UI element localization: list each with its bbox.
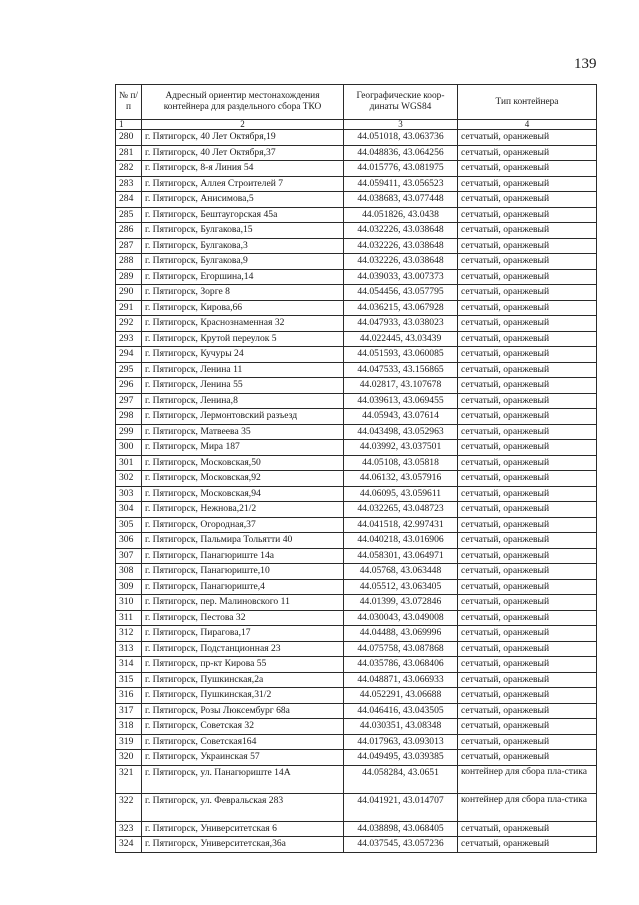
row-container-type: сетчатый, оранжевый — [458, 362, 597, 378]
row-container-type: сетчатый, оранжевый — [458, 300, 597, 316]
row-number: 281 — [116, 145, 142, 161]
row-address: г. Пятигорск, пр-кт Кирова 55 — [142, 657, 344, 673]
row-coordinates: 44.032226, 43.038648 — [344, 238, 458, 254]
row-address: г. Пятигорск, Розы Люксембург 68а — [142, 703, 344, 719]
table-row — [116, 362, 597, 378]
row-address: г. Пятигорск, Нежнова,21/2 — [142, 502, 344, 518]
row-number: 301 — [116, 455, 142, 471]
row-address: г. Пятигорск, Университетская,36а — [142, 837, 344, 853]
row-container-type: сетчатый, оранжевый — [458, 821, 597, 837]
row-number: 287 — [116, 238, 142, 254]
table-row — [116, 793, 597, 821]
row-address: г. Пятигорск, Советская 32 — [142, 719, 344, 735]
row-address: г. Пятигорск, Университетская 6 — [142, 821, 344, 837]
table-row — [116, 719, 597, 735]
row-number: 319 — [116, 734, 142, 750]
column-number: 3 — [344, 120, 458, 130]
table-row — [116, 285, 597, 301]
row-number: 316 — [116, 688, 142, 704]
row-container-type: сетчатый, оранжевый — [458, 657, 597, 673]
row-number: 285 — [116, 207, 142, 223]
table-row — [116, 161, 597, 177]
table-body — [116, 120, 597, 853]
table-row — [116, 471, 597, 487]
row-container-type: сетчатый, оранжевый — [458, 750, 597, 766]
table-row — [116, 837, 597, 853]
row-container-type: сетчатый, оранжевый — [458, 703, 597, 719]
row-address: г. Пятигорск, Кирова,66 — [142, 300, 344, 316]
row-container-type: сетчатый, оранжевый — [458, 486, 597, 502]
row-number: 306 — [116, 533, 142, 549]
row-coordinates: 44.041518, 42.997431 — [344, 517, 458, 533]
row-coordinates: 44.039613, 43.069455 — [344, 393, 458, 409]
row-container-type: сетчатый, оранжевый — [458, 130, 597, 146]
table-row — [116, 176, 597, 192]
row-address: г. Пятигорск, Кучуры 24 — [142, 347, 344, 363]
table-row — [116, 455, 597, 471]
row-address: г. Пятигорск, Московская,94 — [142, 486, 344, 502]
column-number: 4 — [458, 120, 597, 130]
row-number: 307 — [116, 548, 142, 564]
row-address: г. Пятигорск, Пирагова,17 — [142, 626, 344, 642]
table-row — [116, 316, 597, 332]
row-container-type: сетчатый, оранжевый — [458, 471, 597, 487]
table-row — [116, 254, 597, 270]
row-container-type: сетчатый, оранжевый — [458, 254, 597, 270]
table-row — [116, 765, 597, 793]
header-coords: Географические коор-динаты WGS84 — [344, 85, 458, 120]
row-coordinates: 44.032226, 43.038648 — [344, 223, 458, 239]
table-row — [116, 502, 597, 518]
row-number: 294 — [116, 347, 142, 363]
row-number: 292 — [116, 316, 142, 332]
row-coordinates: 44.046416, 43.043505 — [344, 703, 458, 719]
row-container-type: сетчатый, оранжевый — [458, 393, 597, 409]
row-address: г. Пятигорск, Ленина 55 — [142, 378, 344, 394]
row-address: г. Пятигорск, Анисимова,5 — [142, 192, 344, 208]
row-number: 308 — [116, 564, 142, 580]
row-container-type: сетчатый, оранжевый — [458, 409, 597, 425]
table-row — [116, 610, 597, 626]
row-container-type: сетчатый, оранжевый — [458, 424, 597, 440]
row-number: 317 — [116, 703, 142, 719]
row-address: г. Пятигорск, Краснознаменная 32 — [142, 316, 344, 332]
table-row — [116, 548, 597, 564]
row-coordinates: 44.017963, 43.093013 — [344, 734, 458, 750]
row-container-type: сетчатый, оранжевый — [458, 192, 597, 208]
row-number: 322 — [116, 793, 142, 821]
row-container-type: сетчатый, оранжевый — [458, 347, 597, 363]
row-container-type: сетчатый, оранжевый — [458, 688, 597, 704]
row-coordinates: 44.049495, 43.039385 — [344, 750, 458, 766]
row-address: г. Пятигорск, Лермонтовский разъезд — [142, 409, 344, 425]
row-coordinates: 44.032226, 43.038648 — [344, 254, 458, 270]
row-coordinates: 44.039033, 43.007373 — [344, 269, 458, 285]
row-container-type: сетчатый, оранжевый — [458, 734, 597, 750]
row-coordinates: 44.051018, 43.063736 — [344, 130, 458, 146]
row-coordinates: 44.054456, 43.057795 — [344, 285, 458, 301]
row-coordinates: 44.05512, 43.063405 — [344, 579, 458, 595]
row-coordinates: 44.052291, 43.06688 — [344, 688, 458, 704]
table-row — [116, 269, 597, 285]
row-coordinates: 44.038898, 43.068405 — [344, 821, 458, 837]
table-row — [116, 821, 597, 837]
table-header-row — [116, 85, 597, 120]
row-address: г. Пятигорск, Подстанционная 23 — [142, 641, 344, 657]
row-address: г. Пятигорск, Панагюриште,10 — [142, 564, 344, 580]
table-row — [116, 223, 597, 239]
row-coordinates: 44.048836, 43.064256 — [344, 145, 458, 161]
table-row — [116, 533, 597, 549]
row-address: г. Пятигорск, Бештаугорская 45а — [142, 207, 344, 223]
table-row — [116, 440, 597, 456]
row-address: г. Пятигорск, Московская,92 — [142, 471, 344, 487]
row-coordinates: 44.037545, 43.057236 — [344, 837, 458, 853]
row-address: г. Пятигорск, 40 Лет Октября,19 — [142, 130, 344, 146]
row-address: г. Пятигорск, Зорге 8 — [142, 285, 344, 301]
row-number: 284 — [116, 192, 142, 208]
row-address: г. Пятигорск, Мира 187 — [142, 440, 344, 456]
table-row — [116, 657, 597, 673]
table-row — [116, 595, 597, 611]
row-number: 304 — [116, 502, 142, 518]
header-type: Тип контейнера — [458, 85, 597, 120]
row-number: 309 — [116, 579, 142, 595]
row-number: 311 — [116, 610, 142, 626]
row-coordinates: 44.06095, 43.059611 — [344, 486, 458, 502]
table-row — [116, 378, 597, 394]
table-row — [116, 579, 597, 595]
row-number: 298 — [116, 409, 142, 425]
row-address: г. Пятигорск, Пушкинская,2а — [142, 672, 344, 688]
row-address: г. Пятигорск, Булгакова,15 — [142, 223, 344, 239]
row-coordinates: 44.040218, 43.016906 — [344, 533, 458, 549]
row-container-type: сетчатый, оранжевый — [458, 331, 597, 347]
row-address: г. Пятигорск, Украинская 57 — [142, 750, 344, 766]
row-container-type: сетчатый, оранжевый — [458, 207, 597, 223]
table-row — [116, 517, 597, 533]
row-address: г. Пятигорск, Булгакова,9 — [142, 254, 344, 270]
row-number: 286 — [116, 223, 142, 239]
row-number: 313 — [116, 641, 142, 657]
row-address: г. Пятигорск, Пестова 32 — [142, 610, 344, 626]
row-container-type: сетчатый, оранжевый — [458, 316, 597, 332]
table-row — [116, 300, 597, 316]
row-number: 293 — [116, 331, 142, 347]
table-row — [116, 564, 597, 580]
row-number: 321 — [116, 765, 142, 793]
header-address: Адресный ориентир местонахождения контейнера для раздельного сбора ТКО — [142, 85, 344, 120]
row-coordinates: 44.01399, 43.072846 — [344, 595, 458, 611]
header-num: № п/п — [116, 85, 142, 120]
row-container-type: сетчатый, оранжевый — [458, 610, 597, 626]
row-number: 289 — [116, 269, 142, 285]
row-coordinates: 44.058284, 43.0651 — [344, 765, 458, 793]
row-number: 283 — [116, 176, 142, 192]
row-number: 288 — [116, 254, 142, 270]
row-address: г. Пятигорск, ул. Панагюриште 14А — [142, 765, 344, 793]
row-number: 291 — [116, 300, 142, 316]
row-coordinates: 44.041921, 43.014707 — [344, 793, 458, 821]
row-number: 297 — [116, 393, 142, 409]
row-address: г. Пятигорск, пер. Малиновского 11 — [142, 595, 344, 611]
row-container-type: сетчатый, оранжевый — [458, 719, 597, 735]
row-coordinates: 44.030351, 43.08348 — [344, 719, 458, 735]
row-coordinates: 44.058301, 43.064971 — [344, 548, 458, 564]
row-container-type: сетчатый, оранжевый — [458, 223, 597, 239]
table-row — [116, 409, 597, 425]
row-container-type: сетчатый, оранжевый — [458, 176, 597, 192]
row-container-type: сетчатый, оранжевый — [458, 502, 597, 518]
row-address: г. Пятигорск, Пальмира Тольятти 40 — [142, 533, 344, 549]
row-number: 296 — [116, 378, 142, 394]
row-coordinates: 44.051826, 43.0438 — [344, 207, 458, 223]
table-row — [116, 331, 597, 347]
row-address: г. Пятигорск, 8-я Линия 54 — [142, 161, 344, 177]
row-address: г. Пятигорск, Булгакова,3 — [142, 238, 344, 254]
table-row — [116, 424, 597, 440]
row-container-type: контейнер для сбора пла-стика — [458, 765, 597, 793]
table-row — [116, 192, 597, 208]
row-address: г. Пятигорск, Огородная,37 — [142, 517, 344, 533]
row-coordinates: 44.059411, 43.056523 — [344, 176, 458, 192]
row-number: 310 — [116, 595, 142, 611]
row-coordinates: 44.035786, 43.068406 — [344, 657, 458, 673]
row-container-type: сетчатый, оранжевый — [458, 440, 597, 456]
row-number: 295 — [116, 362, 142, 378]
row-coordinates: 44.047933, 43.038023 — [344, 316, 458, 332]
row-coordinates: 44.05943, 43.07614 — [344, 409, 458, 425]
row-container-type: сетчатый, оранжевый — [458, 455, 597, 471]
page-number: 139 — [574, 56, 597, 72]
table-row — [116, 347, 597, 363]
row-container-type: сетчатый, оранжевый — [458, 672, 597, 688]
row-container-type: сетчатый, оранжевый — [458, 564, 597, 580]
row-coordinates: 44.047533, 43.156865 — [344, 362, 458, 378]
container-table — [115, 84, 597, 853]
row-coordinates: 44.051593, 43.060085 — [344, 347, 458, 363]
row-address: г. Пятигорск, ул. Февральская 283 — [142, 793, 344, 821]
row-number: 305 — [116, 517, 142, 533]
row-number: 290 — [116, 285, 142, 301]
row-coordinates: 44.043498, 43.052963 — [344, 424, 458, 440]
table-row — [116, 641, 597, 657]
row-container-type: сетчатый, оранжевый — [458, 626, 597, 642]
row-container-type: сетчатый, оранжевый — [458, 161, 597, 177]
row-number: 299 — [116, 424, 142, 440]
row-coordinates: 44.03992, 43.037501 — [344, 440, 458, 456]
row-number: 320 — [116, 750, 142, 766]
row-address: г. Пятигорск, Панагюриште 14а — [142, 548, 344, 564]
row-address: г. Пятигорск, Ленина 11 — [142, 362, 344, 378]
row-coordinates: 44.05108, 43.05818 — [344, 455, 458, 471]
column-number: 2 — [142, 120, 344, 130]
column-number: 1 — [116, 120, 142, 130]
row-number: 312 — [116, 626, 142, 642]
table-row — [116, 145, 597, 161]
row-address: г. Пятигорск, Панагюриште,4 — [142, 579, 344, 595]
table-row — [116, 130, 597, 146]
row-number: 280 — [116, 130, 142, 146]
row-address: г. Пятигорск, Советская164 — [142, 734, 344, 750]
row-container-type: сетчатый, оранжевый — [458, 579, 597, 595]
row-container-type: сетчатый, оранжевый — [458, 145, 597, 161]
row-number: 314 — [116, 657, 142, 673]
row-number: 315 — [116, 672, 142, 688]
row-address: г. Пятигорск, Московская,50 — [142, 455, 344, 471]
row-address: г. Пятигорск, Матвеева 35 — [142, 424, 344, 440]
row-container-type: сетчатый, оранжевый — [458, 548, 597, 564]
table-row — [116, 207, 597, 223]
row-container-type: сетчатый, оранжевый — [458, 641, 597, 657]
column-number-row — [116, 120, 597, 130]
row-coordinates: 44.036215, 43.067928 — [344, 300, 458, 316]
row-coordinates: 44.02817, 43.107678 — [344, 378, 458, 394]
row-address: г. Пятигорск, Егоршина,14 — [142, 269, 344, 285]
row-container-type: сетчатый, оранжевый — [458, 837, 597, 853]
row-number: 318 — [116, 719, 142, 735]
table-row — [116, 688, 597, 704]
table-row — [116, 393, 597, 409]
table-row — [116, 626, 597, 642]
row-address: г. Пятигорск, 40 Лет Октября,37 — [142, 145, 344, 161]
row-container-type: контейнер для сбора пла-стика — [458, 793, 597, 821]
table-row — [116, 703, 597, 719]
row-coordinates: 44.022445, 43.03439 — [344, 331, 458, 347]
row-coordinates: 44.075758, 43.087868 — [344, 641, 458, 657]
row-container-type: сетчатый, оранжевый — [458, 533, 597, 549]
row-coordinates: 44.04488, 43.069996 — [344, 626, 458, 642]
table-row — [116, 734, 597, 750]
row-container-type: сетчатый, оранжевый — [458, 285, 597, 301]
table-row — [116, 750, 597, 766]
row-address: г. Пятигорск, Пушкинская,31/2 — [142, 688, 344, 704]
table-row — [116, 238, 597, 254]
table-row — [116, 486, 597, 502]
row-container-type: сетчатый, оранжевый — [458, 378, 597, 394]
row-container-type: сетчатый, оранжевый — [458, 517, 597, 533]
row-number: 324 — [116, 837, 142, 853]
row-number: 282 — [116, 161, 142, 177]
row-number: 302 — [116, 471, 142, 487]
row-container-type: сетчатый, оранжевый — [458, 269, 597, 285]
row-container-type: сетчатый, оранжевый — [458, 238, 597, 254]
row-address: г. Пятигорск, Аллея Строителей 7 — [142, 176, 344, 192]
row-coordinates: 44.048871, 43.066933 — [344, 672, 458, 688]
row-coordinates: 44.015776, 43.081975 — [344, 161, 458, 177]
row-number: 323 — [116, 821, 142, 837]
row-coordinates: 44.05768, 43.063448 — [344, 564, 458, 580]
row-coordinates: 44.032265, 43.048723 — [344, 502, 458, 518]
row-number: 303 — [116, 486, 142, 502]
row-container-type: сетчатый, оранжевый — [458, 595, 597, 611]
row-coordinates: 44.06132, 43.057916 — [344, 471, 458, 487]
row-number: 300 — [116, 440, 142, 456]
row-address: г. Пятигорск, Ленина,8 — [142, 393, 344, 409]
row-coordinates: 44.030043, 43.049008 — [344, 610, 458, 626]
row-address: г. Пятигорск, Крутой переулок 5 — [142, 331, 344, 347]
row-coordinates: 44.038683, 43.077448 — [344, 192, 458, 208]
table-row — [116, 672, 597, 688]
